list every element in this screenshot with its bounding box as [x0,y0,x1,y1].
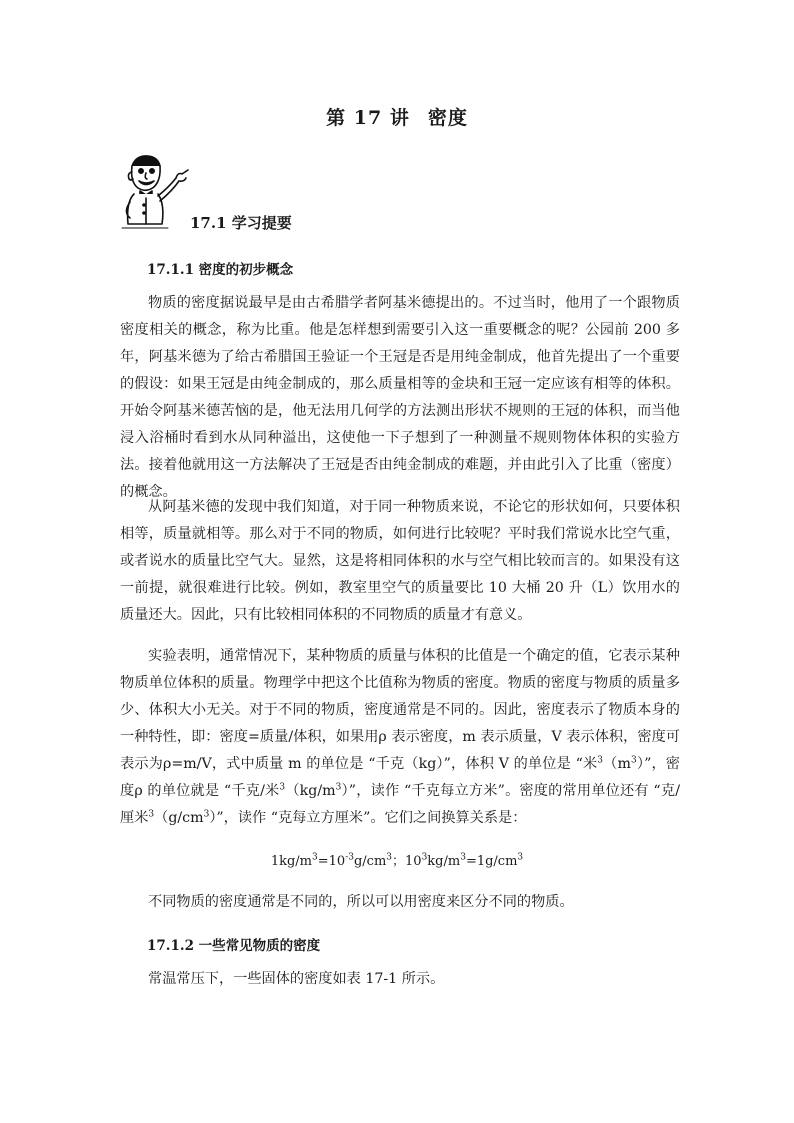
paragraph: 物质的密度据说最早是由古希腊学者阿基米德提出的。不过当时，他用了一个跟物质密度相关的概念，称为比重。他是怎样想到需要引入这一重要概念的呢？公园前 200 多年，阿基米德为了给古希腊国王验证一个王冠是否是用纯金制成，他首先提出了一个重要的假设：如果王冠是由纯金制成的，那么质量相等的金块和王冠一定应该有相等的体积。开始令阿基米德苦恼的是，他无法用几何学的方法测出形状不规则的王冠的体积，而当他浸入浴桶时看到水从同种溢出，这使他一下子想到了一种测量不规则物体体积的实验方法。接着他就用这一方法解决了王冠是否由纯金制成的难题，并由此引入了比重（密度）的概念。 [120,295,680,500]
page-title [0,103,794,130]
subsection-heading: 17.1.2 一些常见物质的密度 [147,938,321,954]
paragraph: 实验表明，通常情况下，某种物质的质量与体积的比值是一个确定的值，它表示某种物质单位体积的质量。物理学中把这个比值称为物质的密度。物质的密度与物质的质量多少、体积大小无关。对于不同的物质，密度通常是不同的。因此，密度表示了物质本身的一种特性，即：密度=质量/体积，如果用ρ 表示密度，m 表示质量，V 表示体积，密度可表示为ρ=m/V，式中质量 m 的单位是 “千克（kg）”，体积 V 的单位是 “米$^3(m^3)$”，密度ρ 的单位就是 “千克/米$^3(kg/m^3)$”，读作 “千克每立方米”。密度的常用单位还有 “克/厘米$^3(g/cm^3)$”，读作 “克每立方厘米”。它们之间换算关系是： [120,648,680,826]
paragraph: 从阿基米德的发现中我们知道，对于同一种物质来说，不论它的形状如何，只要体积相等，质量就相等。那么对于不同的物质，如何进行比较呢？平时我们常说水比空气重，或者说水的质量比空气大。显然，这是将相同体积的水与空气相比较而言的。如果没有这一前提，就很难进行比较。例如，教室里空气的质量要比 10 大桶 20 升（L）饮用水的质量还大。因此，只有比较相同体积的不同物质的质量才有意义。 [120,499,680,623]
conversion-formula: $1kg/m^3=10^{-3}g/cm^3$；$10^3kg/m^3=1g/cm^3$ [270,852,524,869]
title-number: 第 17 讲 [326,107,410,129]
section-heading: 17.1 学习提要 [190,214,292,232]
subsection-heading: 17.1.1 密度的初步概念 [147,262,294,278]
paragraph: 不同物质的密度通常是不同的，所以可以用密度来区分不同的物质。 [148,894,574,910]
paragraph: 常温常压下，一些固体的密度如表 17-1 所示。 [148,971,445,987]
title-word: 密度 [427,107,468,129]
pointing-teacher-icon [118,152,190,232]
